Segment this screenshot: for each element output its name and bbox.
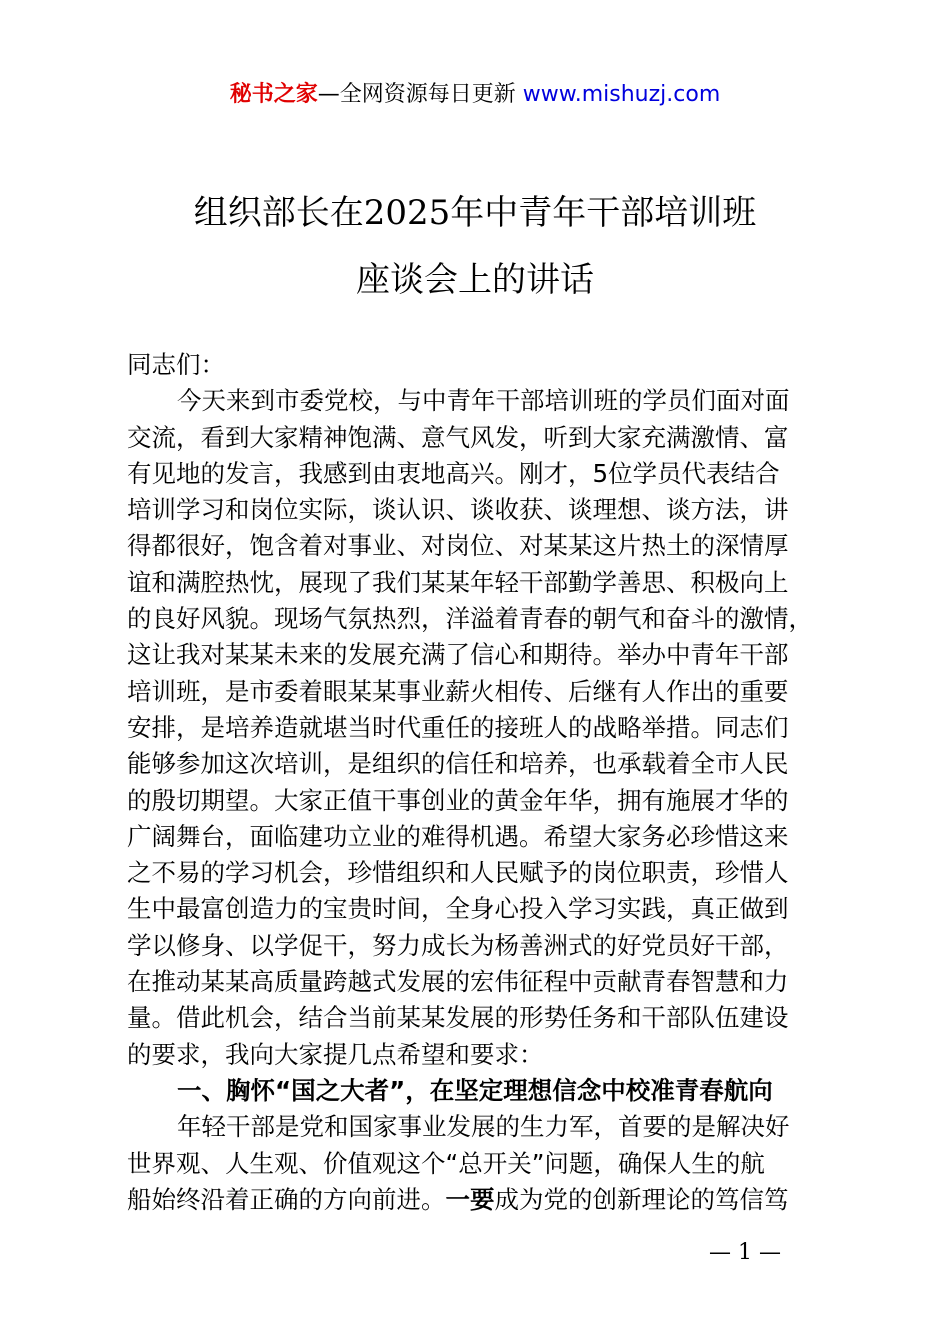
paragraph-line: 在推动某某高质量跨越式发展的宏伟征程中贡献青春智慧和力 — [127, 967, 789, 997]
greeting: 同志们： — [127, 350, 225, 379]
paragraph-line: 今天来到市委党校，与中青年干部培训班的学员们面对面 — [177, 386, 790, 416]
paragraph-line: 交流，看到大家精神饱满、意气风发，听到大家充满激情、富 — [127, 422, 789, 452]
paragraph-line: 这让我对某某未来的发展充满了信心和期待。举办中青年干部 — [127, 640, 789, 670]
paragraph-line: 能够参加这次培训，是组织的信任和培养，也承载着全市人民 — [127, 749, 789, 779]
site-header — [0, 78, 950, 112]
bold-text-run: 一要 — [445, 1184, 495, 1214]
paragraph-line: 的良好风貌。现场气氛热烈，洋溢着青春的朝气和奋斗的激情， — [127, 604, 813, 634]
document-title-line-2: 座谈会上的讲话 — [356, 260, 594, 300]
paragraph-line-mixed — [127, 1182, 837, 1218]
paragraph-line: 培训班，是市委着眼某某事业薪火相传、后继有人作出的重要 — [127, 676, 789, 706]
text-run: 成为党的创新理论的笃信笃 — [494, 1184, 789, 1214]
paragraph-line: 世界观、人生观、价值观这个“总开关”问题，确保人生的航 — [127, 1148, 765, 1178]
section-heading-1: 一、胸怀“国之大者”，在坚定理想信念中校准青春航向 — [177, 1075, 773, 1105]
paragraph-line: 广阔舞台，面临建功立业的难得机遇。希望大家务必珍惜这来 — [127, 821, 789, 851]
paragraph-line: 的殷切期望。大家正值干事创业的黄金年华，拥有施展才华的 — [127, 785, 789, 815]
paragraph-line: 年轻干部是党和国家事业发展的生力军，首要的是解决好 — [177, 1112, 790, 1142]
paragraph-line: 培训学习和岗位实际，谈认识、谈收获、谈理想、谈方法，讲 — [127, 495, 789, 525]
paragraph-line: 安排，是培养造就堪当时代重任的接班人的战略举措。同志们 — [127, 712, 789, 742]
paragraph-line: 的要求，我向大家提几点希望和要求： — [127, 1039, 544, 1069]
paragraph-line: 生中最富创造力的宝贵时间，全身心投入学习实践，真正做到 — [127, 894, 789, 924]
document-body — [127, 347, 837, 1218]
site-brand: 秘书之家 — [229, 82, 318, 107]
paragraph-line: 得都很好，饱含着对事业、对岗位、对某某这片热土的深情厚 — [127, 531, 789, 561]
paragraph-line: 量。借此机会，结合当前某某发展的形势任务和干部队伍建设 — [127, 1003, 789, 1033]
site-url-link[interactable]: www.mishuzj.com — [522, 82, 721, 107]
site-slogan: —全网资源每日更新 — [317, 82, 516, 107]
paragraph-line: 之不易的学习机会，珍惜组织和人民赋予的岗位职责，珍惜人 — [127, 858, 789, 888]
paragraph-line: 谊和满腔热忱，展现了我们某某年轻干部勤学善思、积极向上 — [127, 567, 789, 597]
page-number: — 1 — — [709, 1240, 781, 1265]
text-run: 船始终沿着正确的方向前进。 — [127, 1184, 446, 1214]
document-title-line-1: 组织部长在2025年中青年干部培训班 — [193, 193, 757, 233]
paragraph-line: 学以修身、以学促干，努力成长为杨善洲式的好党员好干部， — [127, 930, 789, 960]
paragraph-line: 有见地的发言，我感到由衷地高兴。刚才，5位学员代表结合 — [127, 458, 780, 488]
